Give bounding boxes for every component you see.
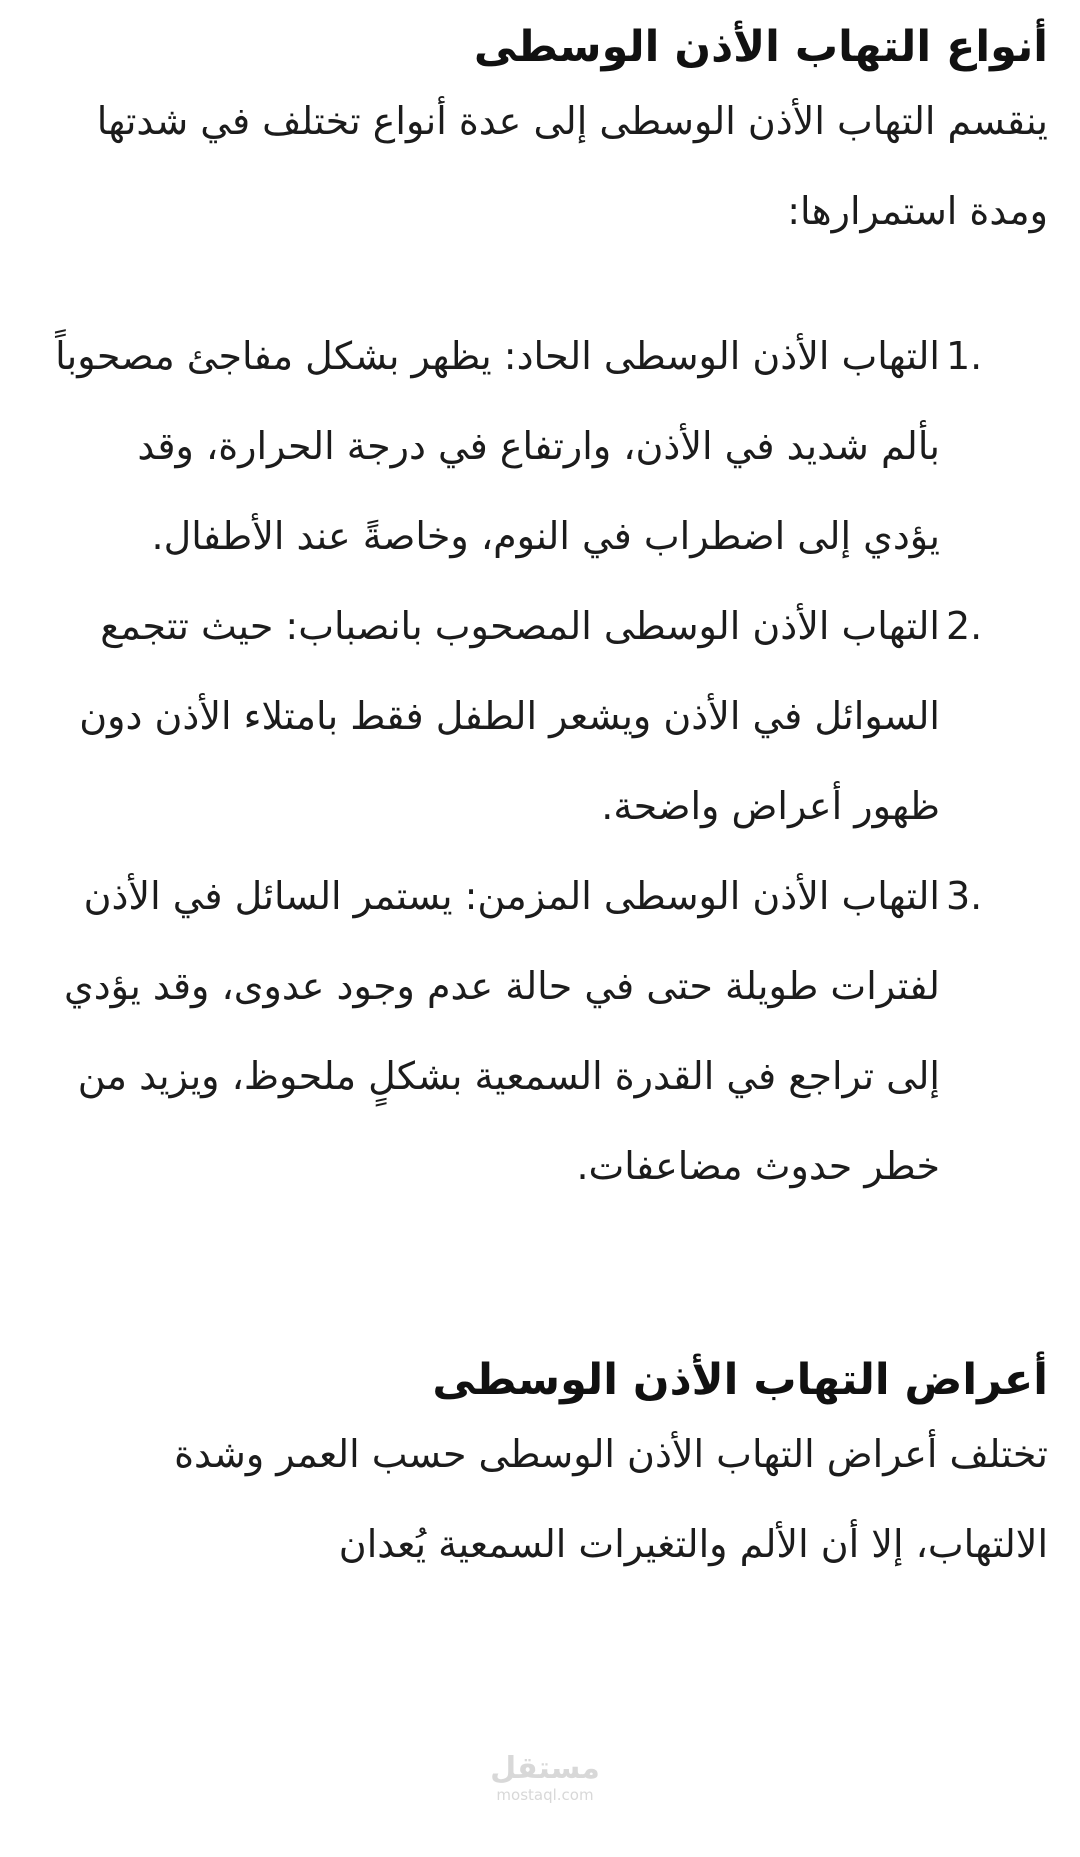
section-heading-symptoms: أعراض التهاب الأذن الوسطى — [432, 1355, 1048, 1405]
list-item-number: 1. — [946, 334, 983, 378]
types-list — [52, 311, 1048, 1211]
list-item-chronic — [52, 851, 1048, 1211]
watermark-logo-text: مستقل — [490, 1751, 600, 1786]
list-item-text: التهاب الأذن الوسطى المزمن: يستمر السائل في الأذن لفترات طويلة حتى في حالة عدم وجود عدوى، وقد يؤدي إلى تراجع في القدرة السمعية بشكلٍ ملحوظ، ويزيد من خطر حدوث مضاعفات. — [63, 874, 940, 1188]
section-heading-types: أنواع التهاب الأذن الوسطى — [473, 22, 1048, 72]
list-item-number: 3. — [946, 874, 983, 918]
list-item-number: 2. — [946, 604, 983, 648]
watermark-domain: mostaql.com — [496, 1786, 594, 1804]
section-intro-symptoms: تختلف أعراض التهاب الأذن الوسطى حسب العمر وشدة الالتهاب، إلا أن الألم والتغيرات السمعية يُعدان — [174, 1432, 1048, 1566]
list-item-acute — [52, 311, 1048, 581]
list-item-text: التهاب الأذن الوسطى المصحوب بانصباب: حيث تتجمع السوائل في الأذن ويشعر الطفل فقط بامتلاء الأذن دون ظهور أعراض واضحة. — [79, 604, 940, 828]
section-intro-types: ينقسم التهاب الأذن الوسطى إلى عدة أنواع تختلف في شدتها ومدة استمرارها: — [96, 99, 1048, 233]
list-item-effusion — [52, 581, 1048, 851]
list-item-text: التهاب الأذن الوسطى الحاد: يظهر بشكل مفاجئ مصحوباً بألم شديد في الأذن، وارتفاع في درجة الحرارة، وقد يؤدي إلى اضطراب في النوم، وخاصةً عند الأطفال. — [55, 334, 940, 558]
